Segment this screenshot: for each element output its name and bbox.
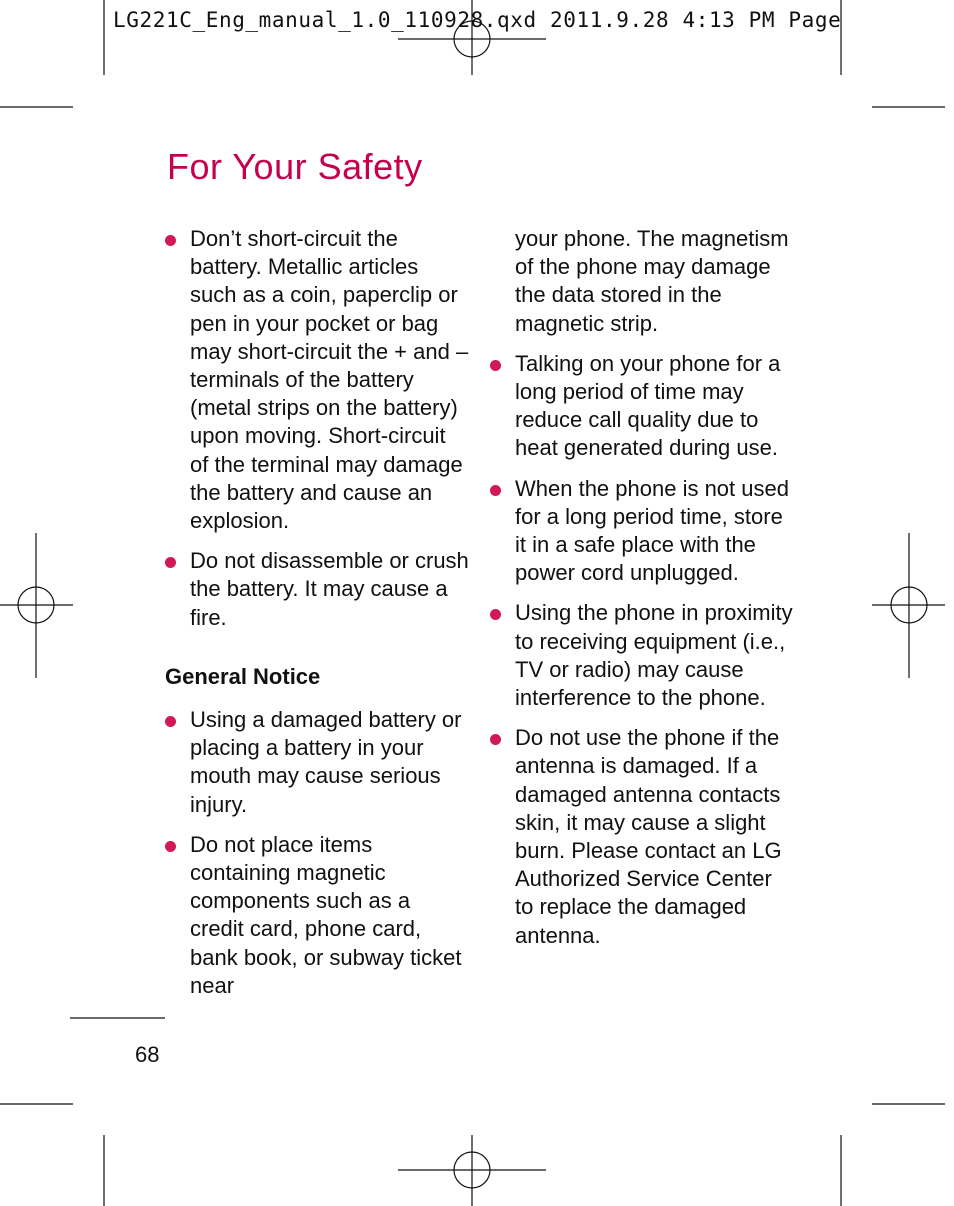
bullet-icon: [165, 235, 176, 246]
list-item: When the phone is not used for a long period time, store it in a safe place with the power cord unplugged.: [490, 475, 795, 588]
bullet-icon: [165, 716, 176, 727]
bullet-icon: [490, 360, 501, 371]
bullet-list: [165, 225, 470, 632]
bullet-icon: [490, 609, 501, 620]
bullet-icon: [490, 485, 501, 496]
right-column: [490, 225, 795, 962]
section-heading: General Notice: [165, 663, 321, 689]
left-column: [165, 225, 470, 1012]
continued-text: your phone. The magnetism of the phone may damage the data stored in the magnetic strip.: [515, 226, 789, 336]
page-number: 68: [135, 1042, 160, 1067]
bullet-icon: [165, 557, 176, 568]
list-item: Do not disassemble or crush the battery. It may cause a fire.: [165, 547, 470, 632]
list-item: Do not use the phone if the antenna is damaged. If a damaged antenna contacts skin, it may cause a slight burn. Please contact an LG Authorized Service Center to replace the damaged antenna.: [490, 724, 795, 950]
list-item: Don’t short-circuit the battery. Metallic articles such as a coin, paperclip or pen in your pocket or bag may short-circuit the + and – terminals of the battery (metal strips on the battery) upon moving. Short-circuit of the terminal may damage the battery and cause an explosion.: [165, 225, 470, 535]
bullet-list: [490, 350, 795, 950]
bullet-list: [165, 706, 470, 1000]
page-title: For Your Safety: [167, 146, 423, 187]
bullet-icon: [490, 734, 501, 745]
list-item: Using the phone in proximity to receiving equipment (i.e., TV or radio) may cause interference to the phone.: [490, 599, 795, 712]
list-item: Using a damaged battery or placing a battery in your mouth may cause serious injury.: [165, 706, 470, 819]
print-slug: LG221C_Eng_manual_1.0_110928.qxd 2011.9.28 4:13 PM Page: [113, 8, 842, 32]
list-item: Do not place items containing magnetic components such as a credit card, phone card, bank book, or subway ticket near: [165, 831, 470, 1000]
list-item: Talking on your phone for a long period of time may reduce call quality due to heat generated during use.: [490, 350, 795, 463]
bullet-icon: [165, 841, 176, 852]
